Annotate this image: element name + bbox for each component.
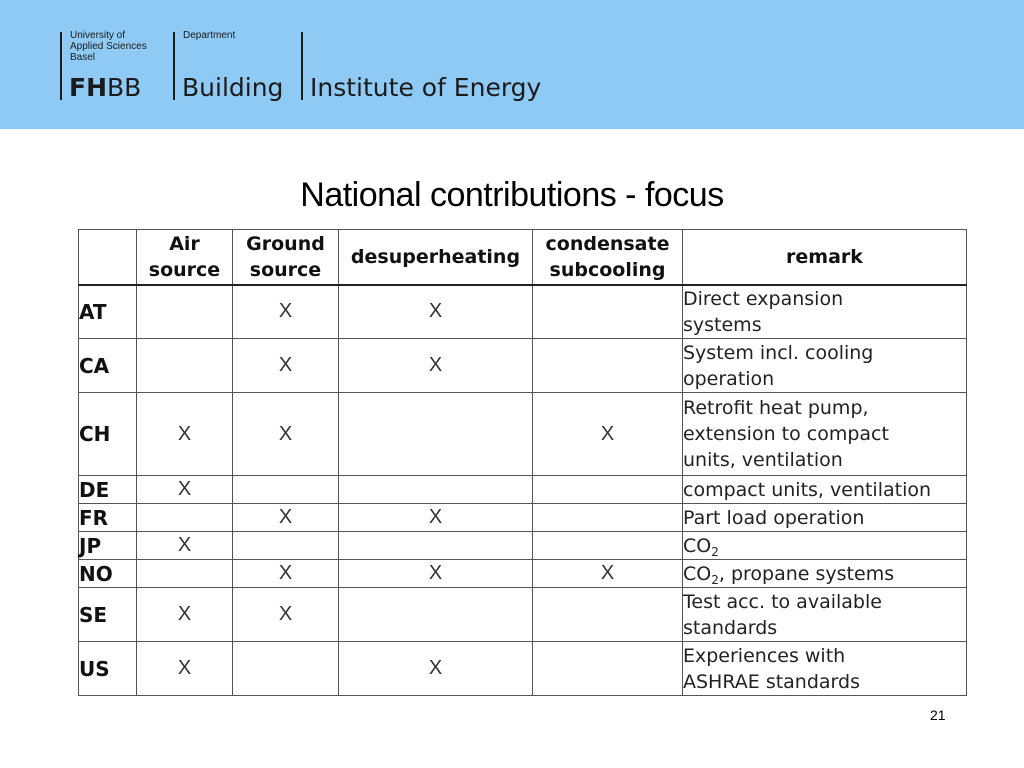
col-condensate-subcooling: condensate subcooling	[533, 230, 683, 285]
desuperheating-cell	[339, 393, 533, 476]
ground-cell	[233, 532, 339, 560]
col-air-source: Air source	[137, 230, 233, 285]
ground-cell: X	[233, 285, 339, 339]
table-row	[79, 393, 967, 476]
ground-cell: X	[233, 588, 339, 642]
remark-cell: Retrofit heat pump, extension to compact units, ventilation	[683, 393, 967, 476]
remark-cell: Part load operation	[683, 504, 967, 532]
country-code-cell: SE	[79, 588, 137, 642]
table-row	[79, 532, 967, 560]
country-code-cell: FR	[79, 504, 137, 532]
table-header-row	[79, 230, 967, 285]
page-number: 21	[930, 707, 946, 723]
country-code-cell: CH	[79, 393, 137, 476]
logo-abbreviation	[69, 74, 141, 102]
logo-abbr-rest: BB	[107, 73, 142, 102]
university-line-1: University of	[70, 30, 126, 41]
subcooling-cell	[533, 642, 683, 696]
slide-title: National contributions - focus	[300, 176, 724, 214]
remark-cell: compact units, ventilation	[683, 476, 967, 504]
desuperheating-cell	[339, 532, 533, 560]
desuperheating-cell: X	[339, 285, 533, 339]
desuperheating-cell: X	[339, 504, 533, 532]
subcooling-cell	[533, 285, 683, 339]
air-cell: X	[137, 642, 233, 696]
remark-cell: $CO_2$	[683, 532, 967, 560]
air-cell	[137, 339, 233, 393]
institute-name: Institute of Energy	[310, 73, 542, 102]
subcooling-cell	[533, 339, 683, 393]
table-body	[79, 285, 967, 696]
remark-cell: Direct expansion systems	[683, 285, 967, 339]
air-cell: X	[137, 476, 233, 504]
air-cell: X	[137, 588, 233, 642]
remark-cell: Test acc. to available standards	[683, 588, 967, 642]
air-cell: X	[137, 393, 233, 476]
ground-cell: X	[233, 504, 339, 532]
ground-cell: X	[233, 339, 339, 393]
desuperheating-cell	[339, 476, 533, 504]
remark-cell: Experiences with ASHRAE standards	[683, 642, 967, 696]
table-row	[79, 504, 967, 532]
contributions-table	[78, 229, 967, 696]
department-divider	[173, 32, 175, 100]
table-row	[79, 476, 967, 504]
remark-cell: System incl. cooling operation	[683, 339, 967, 393]
air-cell	[137, 285, 233, 339]
subcooling-cell	[533, 588, 683, 642]
table-row	[79, 560, 967, 588]
country-code-cell: CA	[79, 339, 137, 393]
ground-cell: X	[233, 560, 339, 588]
country-code-cell: DE	[79, 476, 137, 504]
table-row	[79, 588, 967, 642]
department-label: Department	[183, 30, 236, 41]
logo-divider	[60, 32, 62, 100]
desuperheating-cell	[339, 588, 533, 642]
desuperheating-cell: X	[339, 339, 533, 393]
subcooling-cell: X	[533, 393, 683, 476]
logo-abbr-bold: FH	[69, 73, 108, 102]
country-code-cell: US	[79, 642, 137, 696]
desuperheating-cell: X	[339, 642, 533, 696]
subcooling-cell	[533, 476, 683, 504]
country-code-cell: NO	[79, 560, 137, 588]
ground-cell	[233, 476, 339, 504]
ground-cell	[233, 642, 339, 696]
department-name: Building	[182, 73, 284, 102]
header-banner	[0, 0, 1024, 129]
col-ground-source: Ground source	[233, 230, 339, 285]
air-cell	[137, 560, 233, 588]
subcooling-cell	[533, 532, 683, 560]
subcooling-cell	[533, 504, 683, 532]
desuperheating-cell: X	[339, 560, 533, 588]
col-remark: remark	[683, 230, 967, 285]
remark-cell: $CO_2$, propane systems	[683, 560, 967, 588]
corner-header-cell	[79, 230, 137, 285]
institute-divider	[301, 32, 303, 100]
subcooling-cell: X	[533, 560, 683, 588]
table-row	[79, 339, 967, 393]
country-code-cell: JP	[79, 532, 137, 560]
table-row	[79, 642, 967, 696]
country-code-cell: AT	[79, 285, 137, 339]
university-line-2: Applied Sciences	[70, 41, 147, 52]
air-cell	[137, 504, 233, 532]
table-row	[79, 285, 967, 339]
air-cell: X	[137, 532, 233, 560]
col-desuperheating: desuperheating	[339, 230, 533, 285]
university-line-3: Basel	[70, 52, 96, 63]
ground-cell: X	[233, 393, 339, 476]
